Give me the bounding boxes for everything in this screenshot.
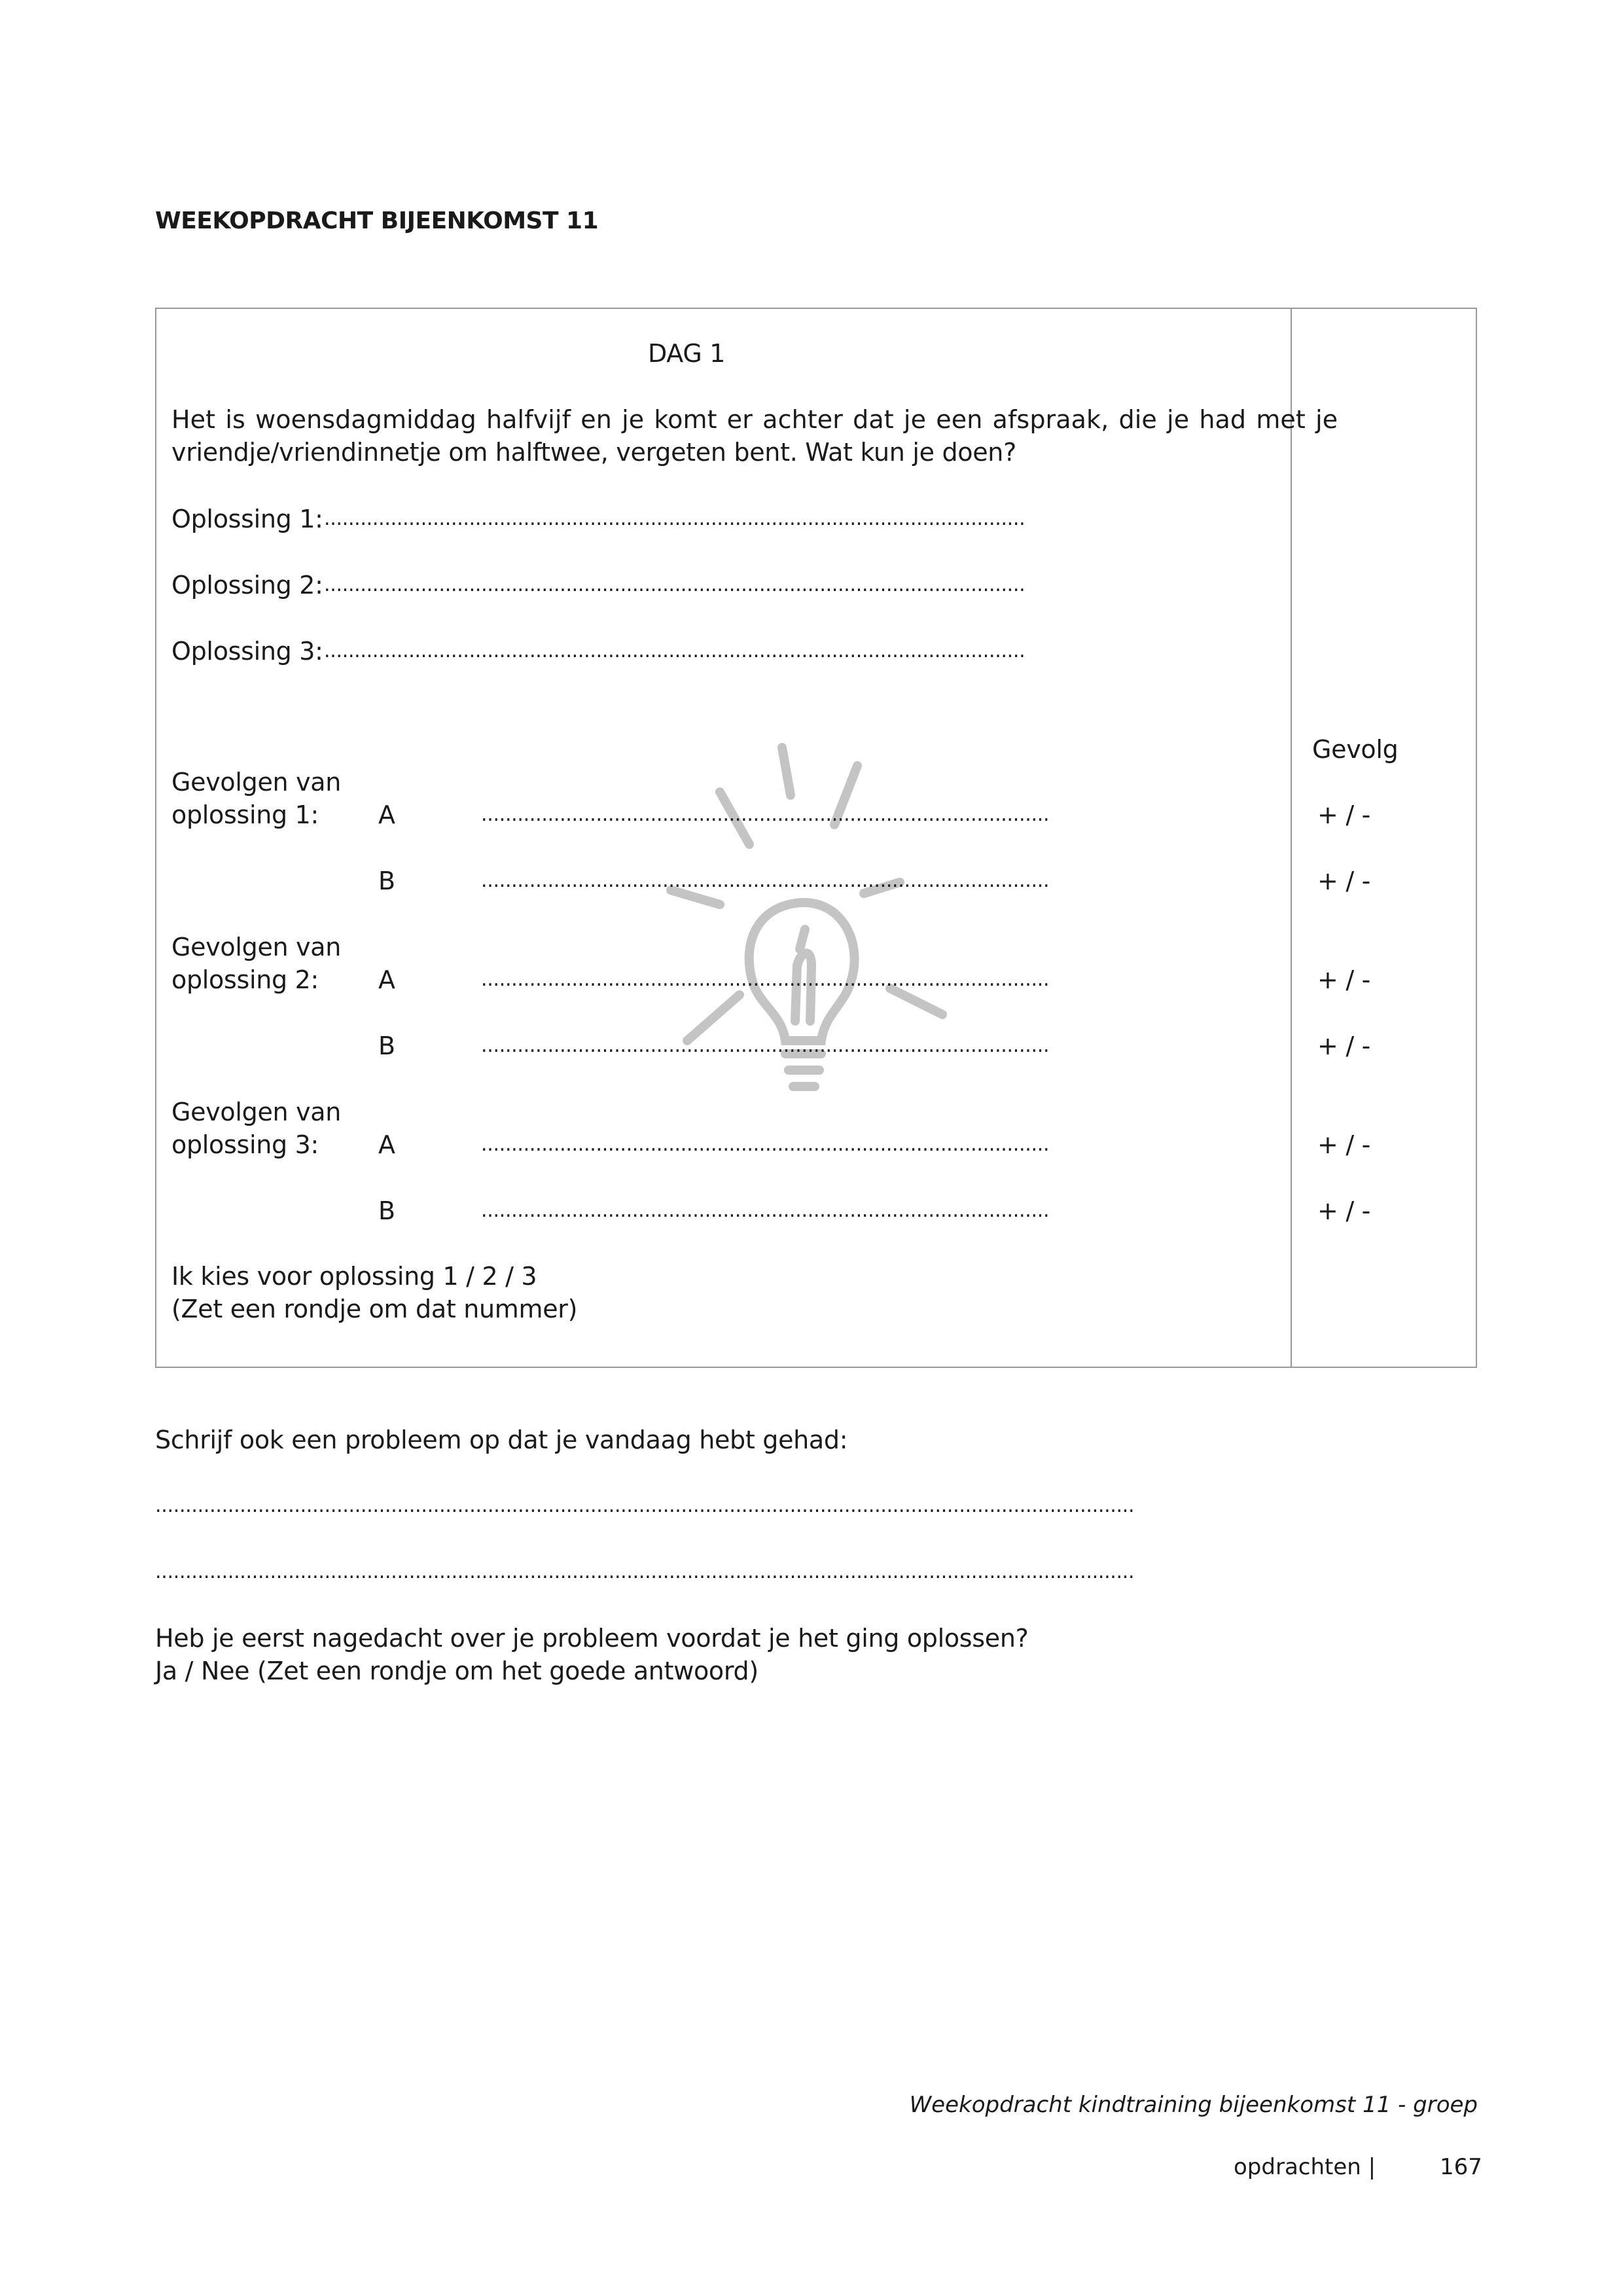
table-column-divider <box>1291 308 1292 1368</box>
consequence-2b-mark[interactable]: + / - <box>1317 1031 1371 1060</box>
solution-3-blank[interactable]: .................................................................................................................... <box>324 639 1026 662</box>
day-label: DAG 1 <box>648 339 726 368</box>
consequence-2b-blank[interactable]: .............................................................................................. <box>481 1034 1050 1057</box>
consequence-2a-blank[interactable]: .............................................................................................. <box>481 968 1050 991</box>
consequence-1-label-line2: oplossing 1: <box>171 800 319 829</box>
consequence-3b-mark[interactable]: + / - <box>1317 1196 1371 1225</box>
solution-2-blank[interactable]: .................................................................................................................... <box>324 573 1026 596</box>
page-number: 167 <box>1440 2154 1482 2180</box>
consequence-3a-mark[interactable]: + / - <box>1317 1130 1371 1159</box>
reflect-answer[interactable]: Ja / Nee (Zet een rondje om het goede antwoord) <box>155 1657 758 1685</box>
footer-caption: Weekopdracht kindtraining bijeenkomst 11 - groep <box>909 2092 1478 2118</box>
reflect-question: Heb je eerst nagedacht over je probleem voordat je het ging oplossen? <box>155 1624 1029 1653</box>
choice-line-2: (Zet een rondje om dat nummer) <box>171 1295 578 1323</box>
solution-2-label: Oplossing 2: <box>171 571 323 600</box>
question-line-2: vriendje/vriendinnetje om halftwee, vergeten bent. Wat kun je doen? <box>171 438 1016 467</box>
consequence-1-label-line1: Gevolgen van <box>171 768 342 797</box>
consequence-3a-blank[interactable]: .............................................................................................. <box>481 1133 1050 1156</box>
footer-section: opdrachten | <box>1234 2154 1376 2180</box>
consequence-2a-letter: A <box>378 965 395 994</box>
consequence-1a-blank[interactable]: .............................................................................................. <box>481 803 1050 826</box>
consequence-3-label-line2: oplossing 3: <box>171 1130 319 1159</box>
consequence-1b-blank[interactable]: .............................................................................................. <box>481 869 1050 892</box>
consequence-1b-mark[interactable]: + / - <box>1317 867 1371 895</box>
question-line-1: Het is woensdagmiddag halfvijf en je komt er achter dat je een afspraak, die je had met je <box>171 405 1338 434</box>
solution-1-blank[interactable]: .................................................................................................................... <box>324 507 1026 530</box>
consequence-2-label-line1: Gevolgen van <box>171 933 342 961</box>
solution-3-label: Oplossing 3: <box>171 637 323 666</box>
consequence-1a-mark[interactable]: + / - <box>1317 800 1371 829</box>
problem-blank-line-2[interactable]: .................................................................................................................................................................. <box>155 1560 1135 1583</box>
choice-line-1[interactable]: Ik kies voor oplossing 1 / 2 / 3 <box>171 1262 537 1291</box>
consequence-3a-letter: A <box>378 1130 395 1159</box>
consequence-3b-letter: B <box>378 1196 395 1225</box>
consequence-1b-letter: B <box>378 867 395 895</box>
problem-prompt: Schrijf ook een probleem op dat je vandaag hebt gehad: <box>155 1426 848 1454</box>
gevolg-header: Gevolg <box>1312 735 1399 764</box>
solution-1-label: Oplossing 1: <box>171 505 323 533</box>
consequence-2a-mark[interactable]: + / - <box>1317 965 1371 994</box>
problem-blank-line-1[interactable]: .................................................................................................................................................................. <box>155 1494 1135 1517</box>
consequence-2-label-line2: oplossing 2: <box>171 965 319 994</box>
consequence-2b-letter: B <box>378 1031 395 1060</box>
consequence-3b-blank[interactable]: .............................................................................................. <box>481 1199 1050 1222</box>
page-title: WEEKOPDRACHT BIJEENKOMST 11 <box>155 207 599 234</box>
consequence-1a-letter: A <box>378 800 395 829</box>
consequence-3-label-line1: Gevolgen van <box>171 1098 342 1126</box>
